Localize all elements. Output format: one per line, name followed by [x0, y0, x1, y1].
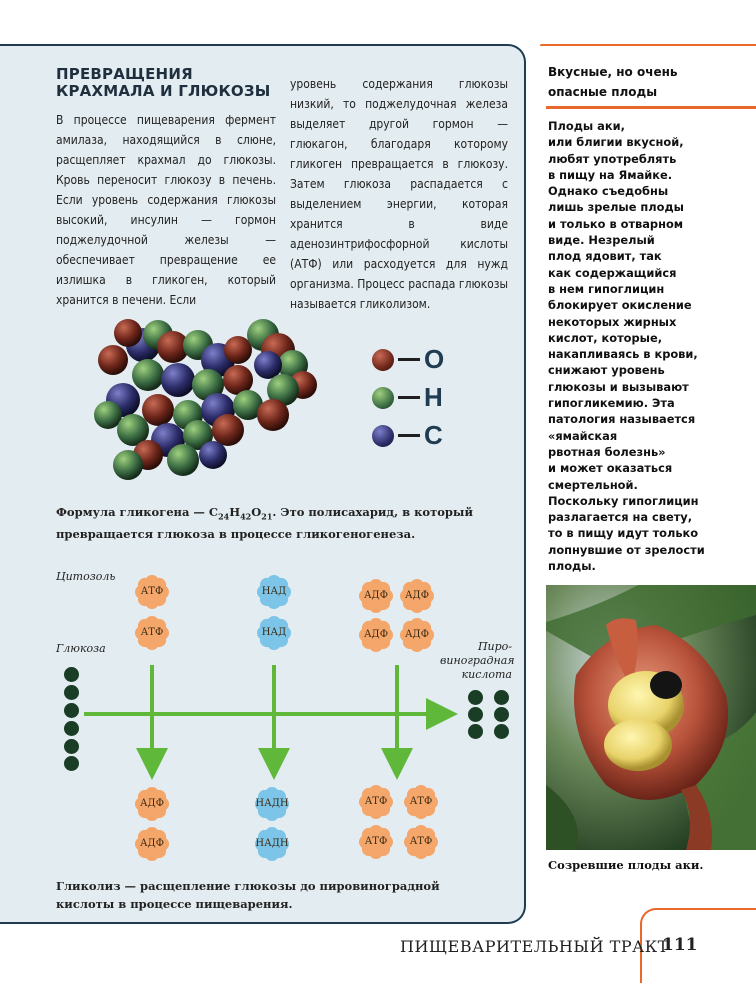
sidebar-line: в пищу на Ямайке. [548, 167, 673, 182]
legend-label-o: O [424, 344, 445, 374]
sidebar-line: и может оказаться [548, 461, 673, 476]
atp-badge [357, 783, 395, 821]
nadh-badge [253, 825, 291, 863]
article-column-2: уровень содержания глюкозы низкий, то поджелудочная железа выделяет другой гормон — глюкагон, благодаря которому гликоген превращается в глюкозу. Затем глюкоза распадается с выделением энергии, которая хранится в виде аденозинтрифосфорной кислоты (АТФ) или расходуется для нужд организма. Процесс распада глюкозы называется гликолизом. [290, 77, 508, 311]
atp-badge-label: АТФ [364, 836, 388, 847]
atp-badge-label: АТФ [364, 796, 388, 807]
glucose-carbon-dot [64, 739, 79, 754]
adp-badge [133, 785, 171, 823]
sidebar-line: Однако съедобны [548, 184, 669, 199]
atp-badge [402, 783, 440, 821]
sidebar-line: «ямайская [548, 428, 618, 443]
nad-badge-label: НАД [261, 586, 287, 597]
glucose-carbon-dot [64, 721, 79, 736]
sidebar-title: Вкусные, но очень опасные плоды [548, 65, 678, 99]
nadh-badge [253, 785, 291, 823]
pyruvate-carbon-dot [494, 724, 509, 739]
sidebar-line: как содержащийся [548, 265, 677, 280]
atp-badge [357, 823, 395, 861]
glucose-carbon-dot [64, 756, 79, 771]
ackee-fruit-photo [546, 585, 756, 850]
adp-badge [398, 577, 436, 615]
adp-badge [357, 616, 395, 654]
adp-badge [357, 577, 395, 615]
sidebar-line: разлагается на свету, [548, 510, 693, 525]
sidebar-line: плод ядовит, так [548, 249, 662, 264]
sidebar-line: или блигии вкусной, [548, 135, 684, 150]
sidebar-line: то в пищу идут только [548, 526, 699, 541]
nad-badge [255, 614, 293, 652]
nad-badge [255, 573, 293, 611]
sidebar-top-rule [540, 44, 756, 46]
adp-badge-label: АДФ [363, 590, 388, 601]
pyruvate-carbon-dot [468, 724, 483, 739]
label-cytosol: Цитозоль [56, 570, 116, 583]
glucose-carbon-dot [64, 667, 79, 682]
sidebar-line: накапливаясь в крови, [548, 347, 698, 362]
article-title: ПРЕВРАЩЕНИЯ КРАХМАЛА И ГЛЮКОЗЫ [56, 65, 271, 100]
pyruvate-carbon-dot [468, 690, 483, 705]
atp-badge-label: АТФ [140, 627, 164, 638]
sidebar-line: смертельной. [548, 477, 638, 492]
adp-badge-label: АДФ [139, 838, 164, 849]
pyruvate-carbon-dot [468, 707, 483, 722]
nadh-badge-label: НАДН [255, 838, 289, 849]
sidebar-line: гипогликемию. Эта [548, 396, 675, 411]
adp-badge-label: АДФ [139, 798, 164, 809]
sidebar-line: лопнувшие от зрелости [548, 542, 705, 557]
nad-badge-label: НАД [261, 627, 287, 638]
legend-label-h: H [424, 382, 443, 412]
sidebar-line: снижают уровень [548, 363, 665, 378]
atp-badge [402, 823, 440, 861]
adp-badge [133, 825, 171, 863]
adp-badge-label: АДФ [404, 629, 429, 640]
sidebar-line: лишь зрелые плоды [548, 200, 684, 215]
adp-badge [398, 616, 436, 654]
pyruvate-carbon-dot [494, 707, 509, 722]
adp-badge-label: АДФ [363, 629, 388, 640]
pyruvate-carbon-dot [494, 690, 509, 705]
adp-badge-label: АДФ [404, 590, 429, 601]
sidebar-line: патология называется [548, 412, 696, 427]
sidebar-line: глюкозы и вызывают [548, 379, 689, 394]
sidebar-line: некоторых жирных [548, 314, 677, 329]
label-pyruvate: Пиро- виноградная кислота [440, 640, 515, 681]
sidebar-line: плоды. [548, 559, 596, 574]
nadh-badge-label: НАДН [255, 798, 289, 809]
page-number: 111 [662, 935, 698, 955]
running-footer-section: ПИЩЕВАРИТЕЛЬНЫЙ ТРАКТ [400, 937, 669, 956]
label-glucose: Глюкоза [56, 642, 106, 655]
sidebar-line: и только в отварном [548, 216, 684, 231]
atp-badge [133, 614, 171, 652]
sidebar-line: Поскольку гипоглицин [548, 493, 699, 508]
sidebar-line: любят употреблять [548, 151, 677, 166]
atp-badge-label: АТФ [409, 796, 433, 807]
glycolysis-caption: Гликолиз — расщепление глюкозы до пировиноградной кислоты в процессе пищеварения. [56, 879, 440, 911]
sidebar-line: кислот, которые, [548, 330, 663, 345]
sidebar-title-rule [546, 106, 756, 109]
legend-label-c: C [424, 420, 443, 450]
sidebar-line: в нем гипоглицин [548, 281, 665, 296]
photo-caption: Созревшие плоды аки. [548, 858, 704, 872]
sidebar-line: рвотная болезнь» [548, 444, 666, 459]
article-column-1: В процессе пищеварения фермент амилаза, находящийся в слюне, расщепляет крахмал до глюкозы. Кровь переносит глюкозу в печень. Если уровень содержания глюкозы высокий, инсулин — гормон поджелудочной железы — обеспечивает превращение ее излишка в гликоген, который хранится в печени. Если [56, 113, 276, 307]
glucose-carbon-dot [64, 685, 79, 700]
sidebar-line: виде. Незрелый [548, 233, 655, 248]
sidebar-line: блокирует окисление [548, 298, 692, 313]
atp-badge-label: АТФ [140, 586, 164, 597]
sidebar-line: Плоды аки, [548, 119, 625, 133]
glycogen-caption: Формула гликогена — $C_{24}H_{42}O_{21}$. Это полисахарид, в который превращается глюкоза в процессе гликогеногенеза. [56, 505, 473, 542]
sidebar-text [548, 118, 748, 574]
atp-badge [133, 573, 171, 611]
atp-badge-label: АТФ [409, 836, 433, 847]
glucose-carbon-dot [64, 703, 79, 718]
